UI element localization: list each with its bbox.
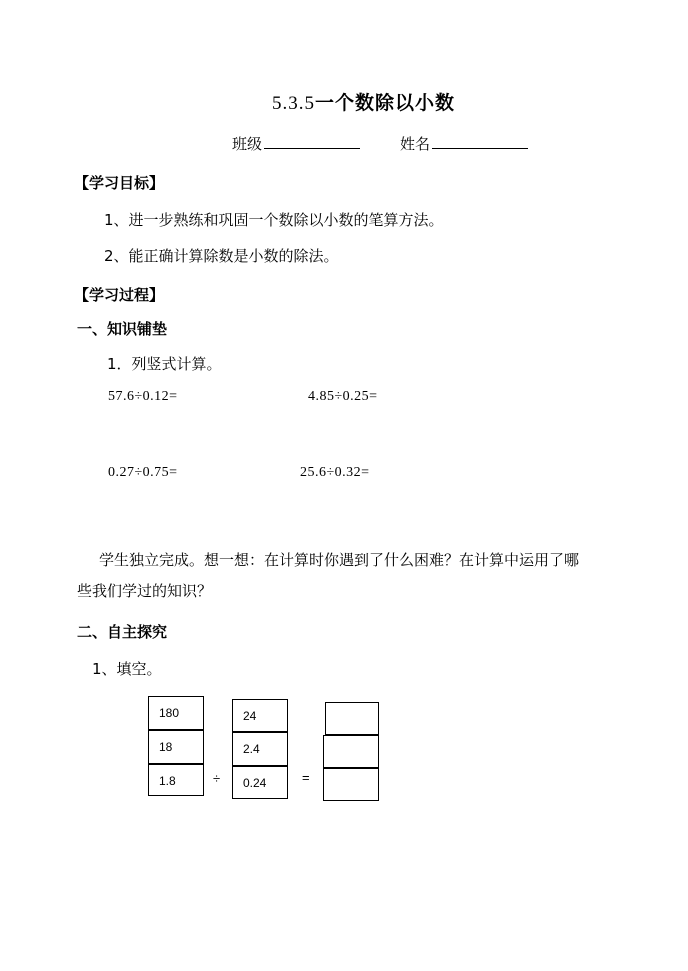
dividend-value: 180 xyxy=(159,706,180,720)
answer-box[interactable] xyxy=(325,702,379,735)
name-blank[interactable] xyxy=(432,134,528,149)
section1-heading: 一、知识铺垫 xyxy=(77,320,168,338)
class-blank[interactable] xyxy=(264,134,360,149)
objective-item-1: 1、进一步熟练和巩固一个数除以小数的笔算方法。 xyxy=(104,211,444,229)
equals-sign: = xyxy=(302,770,310,785)
class-label: 班级 xyxy=(232,135,263,153)
dividend-box xyxy=(148,730,204,764)
divisor-value: 0.24 xyxy=(243,776,267,790)
objective-item-2: 2、能正确计算除数是小数的除法。 xyxy=(104,247,339,265)
reflection-line-1: 学生独立完成。想一想：在计算时你遇到了什么困难？在计算中运用了哪 xyxy=(99,551,580,569)
divisor-box xyxy=(232,699,288,732)
class-field xyxy=(232,133,360,154)
dividend-box xyxy=(148,696,204,730)
answer-box[interactable] xyxy=(323,735,379,768)
divide-sign: ÷ xyxy=(213,771,221,786)
divisor-box xyxy=(232,732,288,766)
name-label: 姓名 xyxy=(400,135,431,153)
section2-heading: 二、自主探究 xyxy=(77,623,168,641)
section2-task: 1、填空。 xyxy=(92,660,162,678)
section1-task: 1．列竖式计算。 xyxy=(107,355,222,373)
problem-2: 4.85÷0.25= xyxy=(308,389,378,404)
dividend-value: 1.8 xyxy=(159,774,176,788)
dividend-value: 18 xyxy=(159,740,173,754)
name-field xyxy=(400,133,528,154)
problem-4: 25.6÷0.32= xyxy=(300,465,370,480)
process-heading: 【学习过程】 xyxy=(74,286,165,304)
problem-3: 0.27÷0.75= xyxy=(108,465,178,480)
divisor-box xyxy=(232,766,288,799)
objectives-heading: 【学习目标】 xyxy=(74,174,165,192)
answer-box[interactable] xyxy=(323,768,379,801)
divisor-value: 2.4 xyxy=(243,742,260,756)
dividend-box xyxy=(148,764,204,796)
title-text: 一个数除以小数 xyxy=(315,92,456,114)
reflection-line-2: 些我们学过的知识？ xyxy=(77,582,213,600)
divisor-value: 24 xyxy=(243,709,257,723)
title-number: 5.3.5 xyxy=(272,93,315,114)
problem-1: 57.6÷0.12= xyxy=(108,389,178,404)
page-title xyxy=(272,88,455,115)
